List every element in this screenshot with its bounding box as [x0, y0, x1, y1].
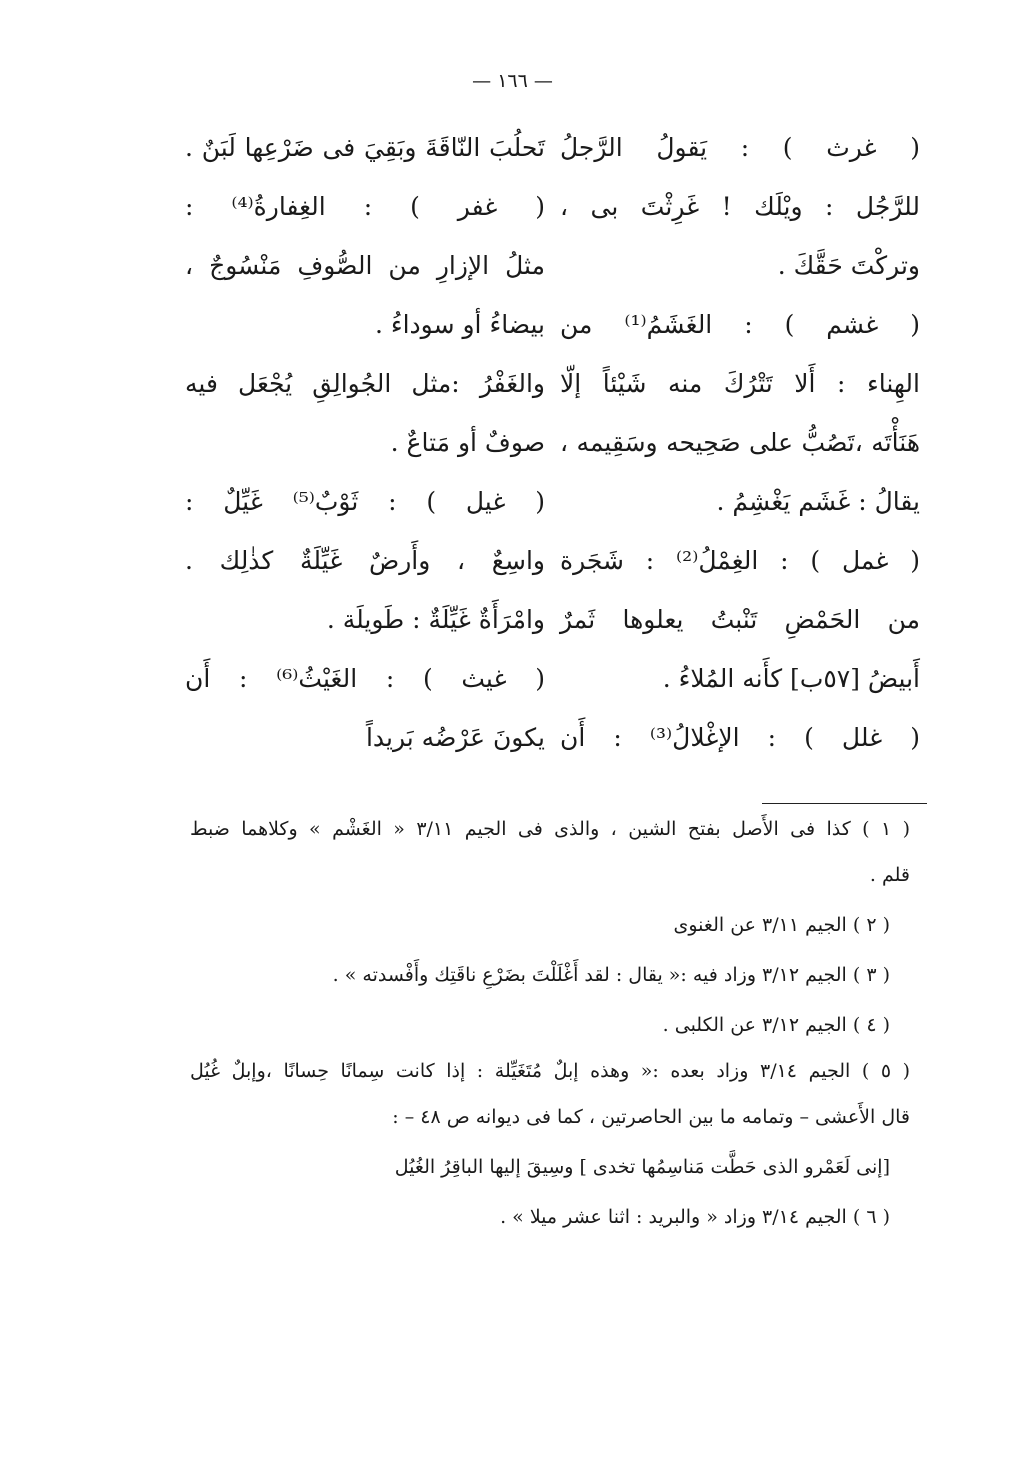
text-line: وتركْتَ حَقَّكَ .	[777, 251, 920, 280]
footnote-line: ( ٥ ) الجيم ٣/١٤ وزاد بعده :« وهذه إبلٌ مُتَغَيِّلة : إذا كانت سِمانًا حِسانًا ،وإبلٌ غُيُل	[190, 1060, 911, 1082]
text-line: والغَفْرُ :مثل الجُوالِقِ يُجْعَل فيه	[185, 369, 545, 398]
footnote-line: ( ٢ ) الجيم ٣/١١ عن الغنوى	[673, 914, 890, 936]
text-line: يقالُ : غَشَم يَغْشِمُ .	[716, 487, 920, 516]
footnote-line: [إنى لَعَمْرو الذى حَطَّت مَناسِمُها تخدى ] وسِيقَ إليها الباقِرُ الغُيُل	[394, 1156, 890, 1178]
text-line: صوفٌ أو مَتاعٌ .	[390, 428, 545, 457]
footnote-line: ( ١ ) كذا فى الأَصل بفتح الشين ، والذى فى الجيم ٣/١١ « الغَشْم » وكلاهما ضبط	[190, 818, 910, 840]
text-line: تَحلُبَ النّاقَةَ وبَقِيَ فى ضَرْعِها لَبَنٌ .	[185, 133, 545, 162]
text-line: ( غمل ) : الغِمْلُ⁽²⁾ : شَجَرة	[560, 546, 920, 575]
text-line: للرَّجُل : ويْلَك ! غَرِثْتَ بى ،	[560, 192, 920, 221]
left-column	[185, 118, 545, 767]
text-line: ( غيث ) : الغَيْثُ⁽⁶⁾ : أَن	[185, 664, 545, 693]
text-line: واسِعٌ ، وأَرضٌ غَيِّلَةٌ كذٰلِك .	[185, 546, 545, 575]
text-line: يكونَ عَرْضُه بَريداً	[365, 723, 545, 752]
footnote-line: ( ٣ ) الجيم ٣/١٢ وزاد فيه :« يقال : لقد أَغْلَلْتَ بضَرْعِ ناقَتِك وأَفْسدته » .	[332, 964, 890, 986]
footnote-divider	[762, 803, 927, 804]
footnotes	[190, 808, 910, 1242]
text-line: الهِناء : أَلا تَتْرُكَ منه شَيْئاً إلّا	[560, 369, 920, 398]
footnote-line: قلم .	[869, 864, 910, 886]
text-line: أَبيضُ [٥٧ب] كأَنه المُلاءُ .	[662, 664, 920, 693]
text-line: وامْرَأَةٌ غَيِّلَةٌ : طَويلَة .	[326, 605, 545, 634]
footnote-line: ( ٦ ) الجيم ٣/١٤ وزاد « والبريد : اثنا عشر ميلا » .	[500, 1206, 890, 1228]
text-line: من الحَمْضِ تَنْبتُ يعلوها ثَمرٌ	[560, 605, 920, 634]
text-line: ( غشم ) : الغَشَمُ⁽¹⁾ من	[560, 310, 920, 339]
right-column	[560, 118, 920, 767]
text-line: ( غيل ) : ثَوْبٌ⁽⁵⁾ غَيِّلٌ :	[185, 487, 545, 516]
footnote-line: قال الأَعشى – وتمامه ما بين الحاصرتين ، كما فى ديوانه ص ٤٨ – :	[392, 1106, 910, 1128]
text-line: ( غلل ) : الإغْلالُ⁽³⁾ : أَن	[560, 723, 920, 752]
page-number: — ١٦٦ —	[472, 70, 553, 92]
footnote-line: ( ٤ ) الجيم ٣/١٢ عن الكلبى .	[662, 1014, 890, 1036]
text-line: ( غرث ) : يَقولُ الرَّجلُ	[560, 133, 920, 162]
text-line: هَنَأْتَه ،تَصُبُّ على صَحِيحه وسَقِيمه ،	[560, 428, 920, 457]
text-line: مثلُ الإزارِ من الصُّوفِ مَنْسُوجٌ ،	[185, 251, 545, 280]
text-line: بيضاءُ أو سوداءُ .	[374, 310, 545, 339]
text-line: ( غفر ) : الغِفارةُ⁽⁴⁾ :	[185, 192, 545, 221]
